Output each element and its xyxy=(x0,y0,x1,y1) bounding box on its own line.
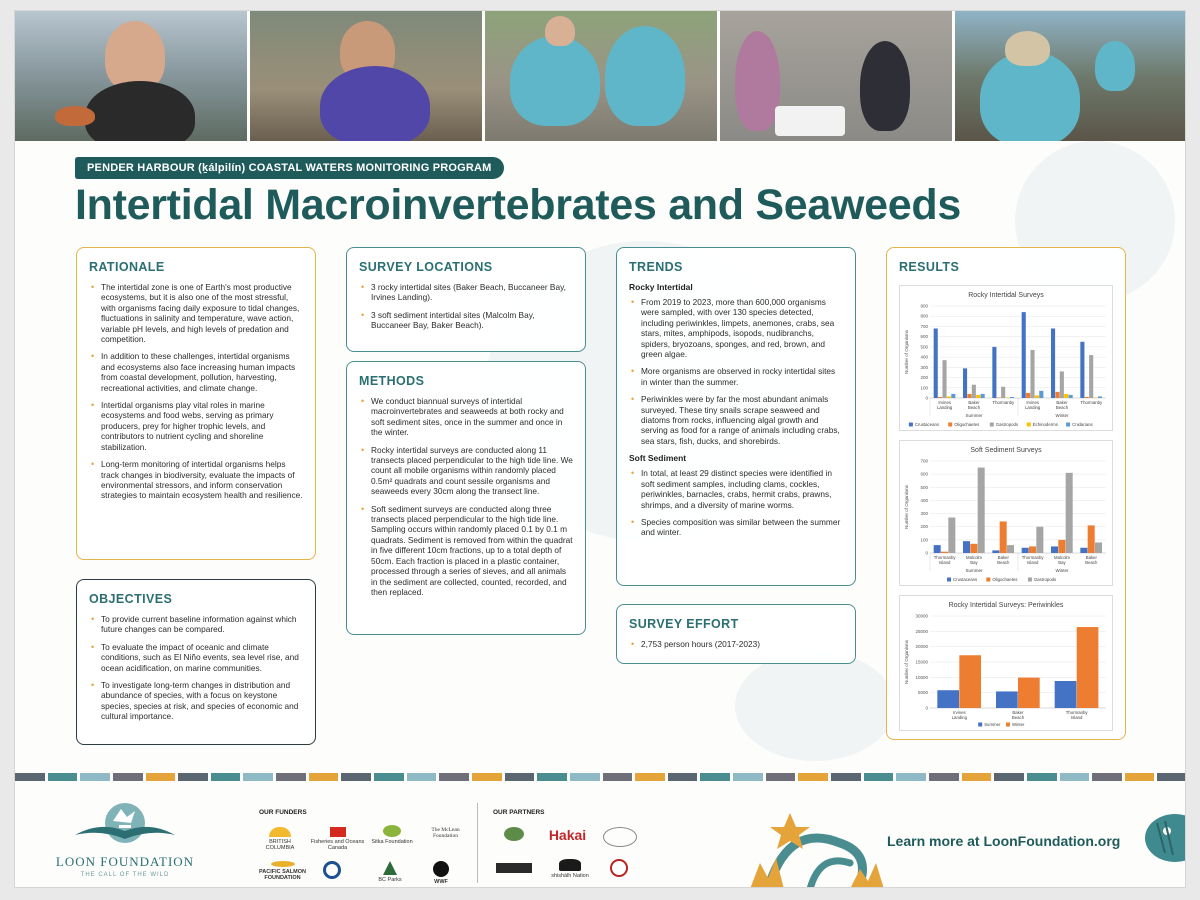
chart-soft-sediment xyxy=(899,440,1113,586)
bar xyxy=(1080,548,1087,553)
survey-locations-item: • 3 soft sediment intertidal sites (Malcolm Bay, Buccaneer Bay, Baker Beach). xyxy=(359,310,573,331)
funder-logo-emblem xyxy=(320,861,344,881)
strip-segment xyxy=(896,773,926,781)
survey-locations-item: • 3 rocky intertidal sites (Baker Beach, Buccaneer Bay, Irvines Landing). xyxy=(359,282,573,303)
bar xyxy=(1055,681,1077,708)
bar xyxy=(1089,355,1093,398)
photo-volunteer-on-rocks xyxy=(250,11,482,141)
x-tick-label: Island xyxy=(1026,560,1039,565)
bar xyxy=(959,655,981,708)
soft-sediment-subheading: Soft Sediment xyxy=(629,453,687,464)
bar xyxy=(1026,393,1030,398)
bar xyxy=(1000,521,1007,553)
legend-swatch xyxy=(1066,423,1070,427)
y-tick-label: 5000 xyxy=(917,690,928,696)
soft-trends-list xyxy=(629,468,843,537)
objectives-item: • To provide current baseline information against which future changes can be compared. xyxy=(89,614,303,635)
chart-title: Soft Sediment Surveys xyxy=(970,447,1042,454)
x-tick-label: Irvines xyxy=(953,710,966,715)
strip-segment xyxy=(570,773,600,781)
funder-label: Sitka Foundation xyxy=(371,839,413,845)
strip-segment xyxy=(472,773,502,781)
bar xyxy=(934,328,938,398)
objectives-heading: OBJECTIVES xyxy=(89,592,173,606)
funder-label: WWF xyxy=(434,879,448,885)
fish-icon xyxy=(1135,803,1186,873)
partner-emblem-icon xyxy=(504,827,524,841)
x-tick-label: Thormanby xyxy=(1080,400,1103,405)
bar xyxy=(1080,342,1084,398)
x-tick-label: Landing xyxy=(1025,405,1041,410)
y-tick-label: 0 xyxy=(925,550,928,556)
photo-beach-survey xyxy=(720,11,952,141)
loon-bird-icon xyxy=(65,801,185,847)
footer-divider xyxy=(477,803,478,883)
survey-effort-panel xyxy=(616,604,856,664)
y-tick-label: 900 xyxy=(920,303,928,309)
x-tick-label: Thormanby xyxy=(992,400,1015,405)
bar xyxy=(951,394,955,398)
y-tick-label: 700 xyxy=(920,323,928,329)
survey-effort-item: • 2,753 person hours (2017-2023) xyxy=(629,639,843,649)
x-tick-label: Baker xyxy=(1012,710,1024,715)
program-banner: PENDER HARBOUR (ḵálpilín) COASTAL WATERS MONITORING PROGRAM xyxy=(75,157,504,179)
funder-label: PACIFIC SALMON FOUNDATION xyxy=(259,869,306,881)
bar xyxy=(941,552,948,553)
y-tick-label: 400 xyxy=(920,497,928,503)
bar xyxy=(1088,525,1095,553)
strip-segment xyxy=(733,773,763,781)
strip-segment xyxy=(80,773,110,781)
soft-trends-item: • Species composition was similar between the summer and winter. xyxy=(629,517,843,538)
soft-trends-item: • In total, at least 29 distinct species were identified in soft sediment samples, including clams, cockles, periwinkles, barnacles, crabs, hermit crabs, prawns, shrimps, and a diversity of marine worms. xyxy=(629,468,843,510)
funder-logo-mclean xyxy=(423,827,468,839)
bar xyxy=(938,397,942,398)
legend-label: Crustaceans xyxy=(914,422,940,427)
x-tick-label: Landing xyxy=(951,715,967,720)
panda-icon xyxy=(433,861,449,877)
bar xyxy=(1022,548,1029,553)
x-tick-label: Malcolm xyxy=(1054,555,1070,560)
bar xyxy=(1058,540,1065,553)
x-tick-label: Irvines xyxy=(1026,400,1039,405)
y-tick-label: 20000 xyxy=(915,644,928,650)
org-name: LOON FOUNDATION xyxy=(55,854,195,869)
legend-swatch xyxy=(1027,423,1031,427)
y-tick-label: 10000 xyxy=(915,674,928,680)
strip-segment xyxy=(537,773,567,781)
bar xyxy=(1030,350,1034,398)
y-axis-label: Number of Organisms xyxy=(904,484,909,530)
bar xyxy=(947,396,951,398)
bar xyxy=(970,544,977,553)
bar xyxy=(1029,546,1036,553)
y-tick-label: 30000 xyxy=(915,613,928,619)
partner-label: shishálh Nation xyxy=(551,873,589,879)
bar xyxy=(967,394,971,398)
strip-segment xyxy=(439,773,469,781)
funder-label: The McLean Foundation xyxy=(431,827,460,839)
bar xyxy=(1098,396,1102,398)
bar xyxy=(997,397,1001,398)
legend-swatch xyxy=(1006,723,1010,727)
legend-swatch xyxy=(978,723,982,727)
salmon-icon xyxy=(271,861,295,867)
legend-swatch xyxy=(909,423,913,427)
bar xyxy=(992,347,996,398)
footer xyxy=(15,783,1186,888)
strip-segment xyxy=(1125,773,1155,781)
y-tick-label: 600 xyxy=(920,471,928,477)
shishalh-emblem-icon xyxy=(559,859,581,871)
bar xyxy=(972,385,976,398)
rationale-heading: RATIONALE xyxy=(89,260,165,274)
x-tick-label: Bay xyxy=(970,560,978,565)
strip-segment xyxy=(798,773,828,781)
chart-rocky-intertidal-svg xyxy=(900,286,1112,430)
strip-segment xyxy=(276,773,306,781)
tree-icon xyxy=(383,861,397,875)
y-tick-label: 300 xyxy=(920,511,928,517)
bar xyxy=(1035,395,1039,398)
y-tick-label: 400 xyxy=(920,354,928,360)
loon-foundation-logo xyxy=(50,801,200,878)
bar xyxy=(1077,627,1099,708)
partners-heading: OUR PARTNERS xyxy=(493,809,545,816)
funders-heading: OUR FUNDERS xyxy=(259,809,307,816)
y-tick-label: 15000 xyxy=(915,659,928,665)
funder-logo-dfo xyxy=(310,827,365,851)
x-tick-label: Malcolm xyxy=(966,555,982,560)
bar xyxy=(978,468,985,553)
canada-flag-icon xyxy=(330,827,346,837)
bar xyxy=(1051,546,1058,553)
strip-segment xyxy=(505,773,535,781)
rocky-trends-item: • Periwinkles were by far the most abundant animals surveyed. These tiny snails scrape seaweed and diatoms from rocks, influencing algal growth and serving as food for a range of animals including crabs, sea stars, fish, ducks, and shorebirds. xyxy=(629,394,843,446)
strip-segment xyxy=(603,773,633,781)
trends-heading: TRENDS xyxy=(629,260,683,274)
y-tick-label: 500 xyxy=(920,484,928,490)
bar xyxy=(1069,395,1073,398)
x-tick-label: Thormanby xyxy=(1065,710,1088,715)
y-tick-label: 300 xyxy=(920,364,928,370)
bar xyxy=(1055,392,1059,398)
legend-label: Oligochaetes xyxy=(992,577,1018,582)
bar xyxy=(1066,473,1073,553)
partner-label: Hakai xyxy=(548,827,587,843)
bar xyxy=(1094,397,1098,398)
bar xyxy=(1010,397,1014,398)
org-tagline: THE CALL OF THE WILD xyxy=(80,872,170,878)
legend-label: Summer xyxy=(984,722,1001,727)
legend-label: Crustaceans xyxy=(953,577,978,582)
partner-logo-6 xyxy=(607,859,631,879)
rationale-item: • In addition to these challenges, intertidal organisms and ecosystems also face increasing human impacts from coastal development, pollution, harvesting, recreational activities, and climate change. xyxy=(89,351,303,393)
survey-effort-heading: SURVEY EFFORT xyxy=(629,617,739,631)
strip-segment xyxy=(1092,773,1122,781)
bar xyxy=(1001,387,1005,398)
x-tick-label: Island xyxy=(938,560,951,565)
strip-segment xyxy=(113,773,143,781)
bar xyxy=(1022,312,1026,398)
funder-label: BRITISH COLUMBIA xyxy=(265,839,295,851)
y-tick-label: 500 xyxy=(920,344,928,350)
funder-label: BC Parks xyxy=(378,877,402,883)
background-seaweed-shape xyxy=(735,651,895,761)
methods-item: • We conduct biannual surveys of intertidal macroinvertebrates and seaweeds at both rocky and soft sediment sites, once in the summer and once in the winter. xyxy=(359,396,573,438)
bar xyxy=(963,368,967,398)
rationale-item: • The intertidal zone is one of Earth's most productive ecosystems, but it is also one of the most stressful, with organisms facing daily exposure to tidal changes, fluctuations in salinity and temperature, wave action, variable pH levels, and high levels of predation and competition. xyxy=(89,282,303,344)
rocky-intertidal-subheading: Rocky Intertidal xyxy=(629,282,693,292)
x-tick-label: Bay xyxy=(1058,560,1066,565)
funder-logo-bc-parks xyxy=(370,861,410,883)
methods-item: • Soft sediment surveys are conducted along three transects placed perpendicular to the high tide line. Sampling occurs within randomly placed 0.1 by 0.1 m quadrats. Sediment is removed from within the quadrat in five different 10cm fractions, up to a total depth of 50cm. Each fraction is placed in a plastic container, processed through a series of sieves, and all animals in the sediment are collected, counted, recorded, and then replaced. xyxy=(359,504,573,598)
y-tick-label: 100 xyxy=(920,537,928,543)
funder-logo-psf xyxy=(255,861,310,881)
y-tick-label: 0 xyxy=(925,705,928,711)
legend-label: Gastropods xyxy=(1033,577,1057,582)
rationale-list xyxy=(89,282,303,501)
x-tick-label: Beach xyxy=(997,560,1010,565)
bar xyxy=(1018,678,1040,708)
bar xyxy=(1006,397,1010,398)
legend-label: Oligochaetes xyxy=(954,422,980,427)
chart-periwinkles xyxy=(899,595,1113,731)
y-axis-label: Number of Organisms xyxy=(904,329,909,375)
y-axis-label: Number of Organisms xyxy=(904,639,909,685)
y-tick-label: 100 xyxy=(920,385,928,391)
methods-panel xyxy=(346,361,586,635)
legend-swatch xyxy=(1028,578,1032,582)
y-tick-label: 25000 xyxy=(915,628,928,634)
rationale-item: • Intertidal organisms play vital roles in marine ecosystems and food webs, serving as primary producers, prey for higher trophic levels, and contributors to nutrient cycling and shoreline stabilization. xyxy=(89,400,303,452)
bar xyxy=(981,394,985,398)
photo-volunteer-back xyxy=(955,11,1186,141)
objectives-list xyxy=(89,614,303,722)
strip-segment xyxy=(1027,773,1057,781)
x-tick-label: Irvines xyxy=(938,400,951,405)
strip-segment xyxy=(635,773,665,781)
strip-segment xyxy=(1060,773,1090,781)
strip-segment xyxy=(15,773,45,781)
rationale-item: • Long-term monitoring of intertidal organisms helps track changes in biodiversity, evaluate the impacts of environmental stressors, and inform conservation strategies to maintain ecosystem health and resilience. xyxy=(89,459,303,501)
rationale-panel xyxy=(76,247,316,560)
chart-periwinkles-svg xyxy=(900,596,1112,730)
emblem-icon xyxy=(323,861,341,879)
y-tick-label: 0 xyxy=(925,395,928,401)
group-label: Summer xyxy=(965,413,983,418)
strip-segment xyxy=(407,773,437,781)
strip-segment xyxy=(994,773,1024,781)
legend-label: Winter xyxy=(1012,722,1025,727)
strip-segment xyxy=(341,773,371,781)
partner-logo-shishalh xyxy=(545,859,595,879)
group-label: Winter xyxy=(1055,568,1069,573)
x-tick-label: Landing xyxy=(937,405,953,410)
x-tick-label: Baker xyxy=(1085,555,1097,560)
funder-logo-wwf xyxy=(427,861,455,885)
strip-segment xyxy=(864,773,894,781)
y-tick-label: 700 xyxy=(920,458,928,464)
photo-volunteers-kneeling xyxy=(485,11,717,141)
strip-segment xyxy=(178,773,208,781)
strip-segment xyxy=(831,773,861,781)
survey-locations-list xyxy=(359,282,573,331)
strip-segment xyxy=(146,773,176,781)
partner-banner-icon xyxy=(496,863,532,873)
strip-segment xyxy=(668,773,698,781)
legend-label: Echinoderms xyxy=(1032,422,1058,427)
partner-circle-icon xyxy=(610,859,628,877)
survey-effort-list xyxy=(629,639,843,649)
group-label: Winter xyxy=(1055,413,1069,418)
legend-swatch xyxy=(947,578,951,582)
x-tick-label: Beach xyxy=(967,405,981,410)
photo-girl-holding-sea-star xyxy=(15,11,247,141)
x-tick-label: Baker xyxy=(1056,400,1068,405)
bar xyxy=(992,550,999,553)
y-tick-label: 800 xyxy=(920,313,928,319)
group-label: Summer xyxy=(965,568,983,573)
learn-more-link[interactable]: Learn more at LoonFoundation.org xyxy=(887,833,1121,849)
legend-swatch xyxy=(986,578,990,582)
chart-title: Rocky Intertidal Surveys xyxy=(968,292,1044,299)
bar xyxy=(1060,371,1064,398)
partner-logo-4 xyxy=(491,863,536,875)
bar xyxy=(976,395,980,398)
strip-segment xyxy=(929,773,959,781)
chart-soft-sediment-svg xyxy=(900,441,1112,585)
bar xyxy=(934,545,941,553)
methods-item: • Rocky intertidal surveys are conducted along 11 transects placed perpendicular to the high tide line. We count all mobile organisms within randomly placed 0.5m² quadrats and count sessile organisms and seaweeds every 30cm along the transect line. xyxy=(359,445,573,497)
strip-segment xyxy=(374,773,404,781)
color-strip-divider xyxy=(15,773,1186,781)
strip-segment xyxy=(243,773,273,781)
photo-strip xyxy=(15,11,1186,141)
partner-seal-icon xyxy=(603,827,637,847)
survey-locations-heading: SURVEY LOCATIONS xyxy=(359,260,493,274)
x-tick-label: Island xyxy=(1070,715,1083,720)
x-tick-label: Baker xyxy=(997,555,1009,560)
strip-segment xyxy=(309,773,339,781)
strip-segment xyxy=(700,773,730,781)
chart-rocky-intertidal xyxy=(899,285,1113,431)
strip-segment xyxy=(211,773,241,781)
x-tick-label: Beach xyxy=(1011,715,1025,720)
strip-segment xyxy=(1157,773,1186,781)
partner-logo-3 xyxy=(600,827,640,849)
bar xyxy=(942,360,946,398)
strip-segment xyxy=(48,773,78,781)
bar xyxy=(1085,397,1089,398)
x-tick-label: Beach xyxy=(1085,560,1098,565)
bar xyxy=(1064,394,1068,398)
bar xyxy=(937,690,959,708)
legend-label: Cnidarians xyxy=(1072,422,1093,427)
legend-swatch xyxy=(948,423,952,427)
sea-creatures-illustration xyxy=(750,803,890,888)
legend-label: Gastropods xyxy=(995,422,1019,427)
x-tick-label: Beach xyxy=(1055,405,1069,410)
page-title: Intertidal Macroinvertebrates and Seaweeds xyxy=(75,181,961,229)
strip-segment xyxy=(962,773,992,781)
bar xyxy=(1039,391,1043,398)
bar xyxy=(996,691,1018,708)
x-tick-label: Thormanby xyxy=(933,555,956,560)
x-tick-label: Baker xyxy=(968,400,980,405)
sitka-leaf-icon xyxy=(383,825,401,837)
bar xyxy=(963,541,970,553)
trends-panel xyxy=(616,247,856,586)
rocky-trends-item: • From 2019 to 2023, more than 600,000 organisms were sampled, with over 130 species detected, including periwinkles, limpets, anemones, crabs, sea stars, mites, amphipods, isopods, nudibranchs, spiders, bryozoans, sponges, and red, brown, and green algae. xyxy=(629,297,843,359)
y-tick-label: 600 xyxy=(920,334,928,340)
y-tick-label: 200 xyxy=(920,524,928,530)
objectives-item: • To investigate long-term changes in distribution and abundance of species, with a focus on keystone species, species at risk, and species of economic and cultural importance. xyxy=(89,680,303,722)
partner-logo-hakai xyxy=(545,827,590,843)
strip-segment xyxy=(766,773,796,781)
bc-sun-icon xyxy=(269,827,291,837)
poster xyxy=(14,10,1186,888)
results-heading: RESULTS xyxy=(899,260,960,274)
partner-logo-1 xyxy=(491,827,536,843)
funder-logo-bc xyxy=(255,827,305,851)
legend-swatch xyxy=(990,423,994,427)
y-tick-label: 200 xyxy=(920,375,928,381)
methods-heading: METHODS xyxy=(359,374,425,388)
bar xyxy=(1036,527,1043,553)
objectives-panel xyxy=(76,579,316,745)
methods-list xyxy=(359,396,573,597)
rocky-trends-item: • More organisms are observed in rocky intertidal sites in winter than the summer. xyxy=(629,366,843,387)
funder-logo-sitka xyxy=(367,825,417,845)
survey-locations-panel xyxy=(346,247,586,352)
objectives-item: • To evaluate the impact of oceanic and climate conditions, such as El Niño events, sea level rise, and ocean acidification, on marine communities. xyxy=(89,642,303,673)
x-tick-label: Thormanby xyxy=(1021,555,1044,560)
bar xyxy=(1007,545,1014,553)
bar xyxy=(1095,542,1102,553)
chart-title: Rocky Intertidal Surveys: Periwinkles xyxy=(948,602,1064,609)
funder-label: Fisheries and Oceans Canada xyxy=(310,839,365,851)
bar xyxy=(1051,328,1055,398)
rocky-trends-list xyxy=(629,297,843,446)
bar xyxy=(948,518,955,553)
